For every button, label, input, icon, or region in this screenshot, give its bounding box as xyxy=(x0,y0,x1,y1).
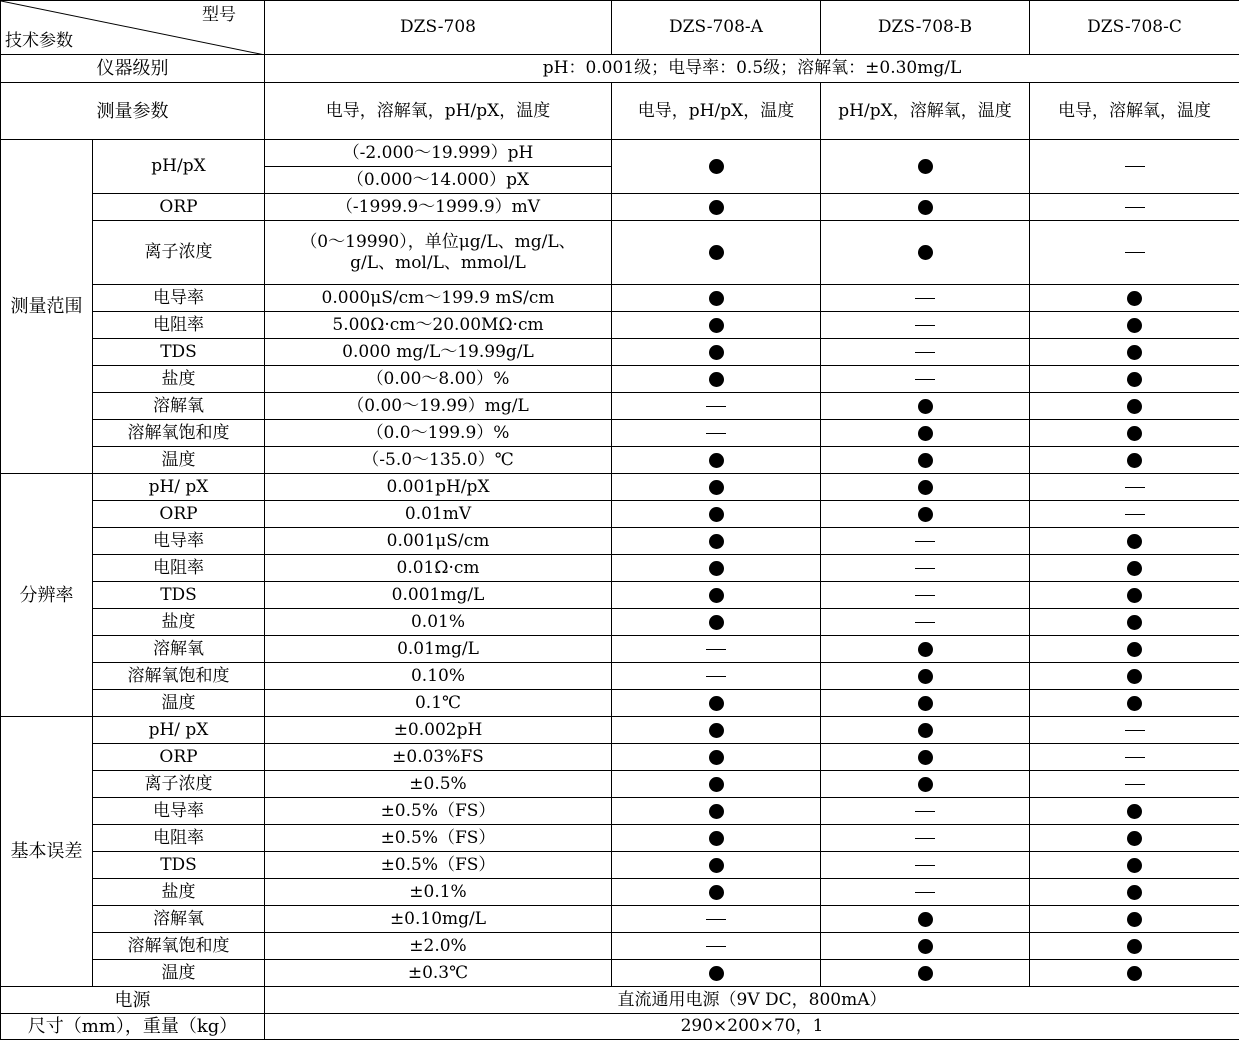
mark-cell-4 xyxy=(1030,663,1239,690)
mark-cell-4 xyxy=(1030,933,1239,960)
supported-dot-icon xyxy=(1127,453,1142,468)
supported-dot-icon xyxy=(709,804,724,819)
mark-cell-2 xyxy=(612,221,821,285)
mark-cell-3 xyxy=(821,393,1030,420)
unsupported-dash-icon xyxy=(1125,784,1145,785)
row-name: 溶解氧 xyxy=(93,636,265,663)
unsupported-dash-icon xyxy=(915,892,935,893)
unsupported-dash-icon xyxy=(915,541,935,542)
supported-dot-icon xyxy=(1127,885,1142,900)
mark-cell-2 xyxy=(612,285,821,312)
supported-dot-icon xyxy=(709,200,724,215)
mark-cell-2 xyxy=(612,744,821,771)
mark-cell-3 xyxy=(821,420,1030,447)
row-value: （-2.000～19.999）pH xyxy=(265,140,612,167)
mark-cell-4 xyxy=(1030,636,1239,663)
unsupported-dash-icon xyxy=(915,379,935,380)
row-value: 0.001μS/cm xyxy=(265,528,612,555)
grade-value: pH：0.001级；电导率：0.5级；溶解氧：±0.30mg/L xyxy=(265,55,1239,83)
mark-cell-2 xyxy=(612,528,821,555)
mark-cell-3 xyxy=(821,798,1030,825)
row-value: 0.01mV xyxy=(265,501,612,528)
supported-dot-icon xyxy=(1127,831,1142,846)
mark-cell-3 xyxy=(821,636,1030,663)
supported-dot-icon xyxy=(709,777,724,792)
mark-cell-2 xyxy=(612,609,821,636)
mark-cell-4 xyxy=(1030,609,1239,636)
mark-cell-2 xyxy=(612,194,821,221)
row-name: pH/ pX xyxy=(93,474,265,501)
table-row xyxy=(1,852,1239,879)
mark-cell-3 xyxy=(821,933,1030,960)
row-name: 盐度 xyxy=(93,366,265,393)
spec-table-body xyxy=(1,1,1239,1040)
mark-cell-4 xyxy=(1030,420,1239,447)
range-group-label: 测量范围 xyxy=(1,140,93,474)
mark-cell-4 xyxy=(1030,582,1239,609)
grade-row xyxy=(1,55,1239,83)
unsupported-dash-icon xyxy=(1125,207,1145,208)
row-value: 5.00Ω·cm～20.00MΩ·cm xyxy=(265,312,612,339)
supported-dot-icon xyxy=(1127,291,1142,306)
supported-dot-icon xyxy=(1127,534,1142,549)
table-row xyxy=(1,312,1239,339)
unsupported-dash-icon xyxy=(706,649,726,650)
supported-dot-icon xyxy=(1127,642,1142,657)
mark-cell-3 xyxy=(821,717,1030,744)
mark-cell-2 xyxy=(612,312,821,339)
row-name: 溶解氧饱和度 xyxy=(93,663,265,690)
mark-cell-4 xyxy=(1030,555,1239,582)
unsupported-dash-icon xyxy=(1125,757,1145,758)
table-row xyxy=(1,339,1239,366)
mark-cell-4 xyxy=(1030,474,1239,501)
mark-cell-2 xyxy=(612,555,821,582)
supported-dot-icon xyxy=(709,588,724,603)
param-label: 技术参数 xyxy=(5,31,73,51)
supported-dot-icon xyxy=(918,200,933,215)
mark-cell-4 xyxy=(1030,771,1239,798)
row-name: 溶解氧饱和度 xyxy=(93,420,265,447)
table-row xyxy=(1,447,1239,474)
row-value: （-5.0～135.0）℃ xyxy=(265,447,612,474)
mark-cell-3 xyxy=(821,663,1030,690)
params-label: 测量参数 xyxy=(1,83,265,140)
unsupported-dash-icon xyxy=(915,865,935,866)
supported-dot-icon xyxy=(709,318,724,333)
model-label: 型号 xyxy=(202,5,236,25)
row-value: 0.001pH/pX xyxy=(265,474,612,501)
mark-cell-2 xyxy=(612,879,821,906)
mark-cell-2 xyxy=(612,717,821,744)
params-value-1: 电导，溶解氧，pH/pX，温度 xyxy=(265,83,612,140)
mark-cell-2 xyxy=(612,393,821,420)
row-value: （0.00～19.99）mg/L xyxy=(265,393,612,420)
row-name: 盐度 xyxy=(93,609,265,636)
table-row xyxy=(1,474,1239,501)
row-name: TDS xyxy=(93,582,265,609)
supported-dot-icon xyxy=(918,453,933,468)
table-row xyxy=(1,194,1239,221)
mark-cell-2 xyxy=(612,140,821,194)
table-row xyxy=(1,744,1239,771)
row-value: 0.000 mg/L～19.99g/L xyxy=(265,339,612,366)
mark-cell-3 xyxy=(821,555,1030,582)
supported-dot-icon xyxy=(918,723,933,738)
mark-cell-3 xyxy=(821,852,1030,879)
supported-dot-icon xyxy=(918,245,933,260)
supported-dot-icon xyxy=(1127,696,1142,711)
supported-dot-icon xyxy=(1127,669,1142,684)
row-value: ±0.5%（FS） xyxy=(265,798,612,825)
mark-cell-2 xyxy=(612,339,821,366)
mark-cell-2 xyxy=(612,366,821,393)
unsupported-dash-icon xyxy=(915,352,935,353)
row-name: 电导率 xyxy=(93,798,265,825)
mark-cell-2 xyxy=(612,771,821,798)
mark-cell-2 xyxy=(612,582,821,609)
supported-dot-icon xyxy=(709,245,724,260)
params-value-4: 电导，溶解氧，温度 xyxy=(1030,83,1239,140)
mark-cell-2 xyxy=(612,825,821,852)
row-value: （0.000～14.000）pX xyxy=(265,167,612,194)
row-name: pH/ pX xyxy=(93,717,265,744)
table-row xyxy=(1,771,1239,798)
supported-dot-icon xyxy=(918,426,933,441)
supported-dot-icon xyxy=(1127,858,1142,873)
supported-dot-icon xyxy=(709,159,724,174)
mark-cell-2 xyxy=(612,474,821,501)
row-name: TDS xyxy=(93,852,265,879)
supported-dot-icon xyxy=(1127,912,1142,927)
supported-dot-icon xyxy=(918,750,933,765)
unsupported-dash-icon xyxy=(1125,252,1145,253)
table-row xyxy=(1,798,1239,825)
row-value: （-1999.9～1999.9）mV xyxy=(265,194,612,221)
unsupported-dash-icon xyxy=(915,325,935,326)
table-row xyxy=(1,825,1239,852)
row-value: 0.000μS/cm～199.9 mS/cm xyxy=(265,285,612,312)
mark-cell-3 xyxy=(821,528,1030,555)
model-header-3: DZS-708-B xyxy=(821,1,1030,55)
row-value: ±0.03%FS xyxy=(265,744,612,771)
mark-cell-4 xyxy=(1030,906,1239,933)
mark-cell-2 xyxy=(612,636,821,663)
row-name: TDS xyxy=(93,339,265,366)
table-row xyxy=(1,717,1239,744)
mark-cell-3 xyxy=(821,501,1030,528)
mark-cell-3 xyxy=(821,140,1030,194)
supported-dot-icon xyxy=(1127,939,1142,954)
supported-dot-icon xyxy=(1127,426,1142,441)
header-row xyxy=(1,1,1239,55)
mark-cell-4 xyxy=(1030,798,1239,825)
mark-cell-2 xyxy=(612,933,821,960)
supported-dot-icon xyxy=(918,507,933,522)
mark-cell-3 xyxy=(821,474,1030,501)
supported-dot-icon xyxy=(709,561,724,576)
mark-cell-2 xyxy=(612,663,821,690)
row-name: 离子浓度 xyxy=(93,771,265,798)
table-row xyxy=(1,636,1239,663)
mark-cell-4 xyxy=(1030,690,1239,717)
supported-dot-icon xyxy=(709,723,724,738)
supported-dot-icon xyxy=(709,831,724,846)
table-row xyxy=(1,420,1239,447)
model-header-1: DZS-708 xyxy=(265,1,612,55)
row-value: ±0.5%（FS） xyxy=(265,852,612,879)
mark-cell-3 xyxy=(821,690,1030,717)
unsupported-dash-icon xyxy=(1125,730,1145,731)
table-row xyxy=(1,528,1239,555)
power-label: 电源 xyxy=(1,987,265,1014)
supported-dot-icon xyxy=(918,966,933,981)
params-value-3: pH/pX，溶解氧，温度 xyxy=(821,83,1030,140)
mark-cell-4 xyxy=(1030,825,1239,852)
row-value xyxy=(265,221,612,285)
supported-dot-icon xyxy=(918,480,933,495)
supported-dot-icon xyxy=(709,858,724,873)
unsupported-dash-icon xyxy=(706,946,726,947)
mark-cell-3 xyxy=(821,582,1030,609)
unsupported-dash-icon xyxy=(915,568,935,569)
row-name: ORP xyxy=(93,501,265,528)
mark-cell-4 xyxy=(1030,879,1239,906)
unsupported-dash-icon xyxy=(706,919,726,920)
row-value: ±0.5% xyxy=(265,771,612,798)
supported-dot-icon xyxy=(1127,372,1142,387)
row-name: 温度 xyxy=(93,960,265,987)
mark-cell-4 xyxy=(1030,194,1239,221)
supported-dot-icon xyxy=(709,453,724,468)
supported-dot-icon xyxy=(709,345,724,360)
mark-cell-4 xyxy=(1030,744,1239,771)
row-name: 溶解氧饱和度 xyxy=(93,933,265,960)
mark-cell-4 xyxy=(1030,221,1239,285)
mark-cell-3 xyxy=(821,285,1030,312)
supported-dot-icon xyxy=(709,615,724,630)
mark-cell-4 xyxy=(1030,393,1239,420)
supported-dot-icon xyxy=(1127,804,1142,819)
row-value: （0.00～8.00）% xyxy=(265,366,612,393)
mark-cell-3 xyxy=(821,744,1030,771)
row-name: 温度 xyxy=(93,690,265,717)
table-row xyxy=(1,906,1239,933)
table-row xyxy=(1,140,1239,167)
model-header-4: DZS-708-C xyxy=(1030,1,1239,55)
table-row xyxy=(1,582,1239,609)
mark-cell-4 xyxy=(1030,717,1239,744)
mark-cell-3 xyxy=(821,447,1030,474)
supported-dot-icon xyxy=(709,534,724,549)
mark-cell-2 xyxy=(612,960,821,987)
supported-dot-icon xyxy=(709,372,724,387)
supported-dot-icon xyxy=(918,669,933,684)
mark-cell-2 xyxy=(612,420,821,447)
mark-cell-4 xyxy=(1030,339,1239,366)
supported-dot-icon xyxy=(1127,345,1142,360)
supported-dot-icon xyxy=(709,507,724,522)
table-row xyxy=(1,285,1239,312)
corner-cell xyxy=(1,1,265,55)
mark-cell-2 xyxy=(612,852,821,879)
mark-cell-3 xyxy=(821,194,1030,221)
row-name: 溶解氧 xyxy=(93,393,265,420)
mark-cell-3 xyxy=(821,906,1030,933)
error-group-label: 基本误差 xyxy=(1,717,93,987)
unsupported-dash-icon xyxy=(706,676,726,677)
row-value: 0.10% xyxy=(265,663,612,690)
unsupported-dash-icon xyxy=(1125,514,1145,515)
unsupported-dash-icon xyxy=(1125,487,1145,488)
row-name: 电导率 xyxy=(93,528,265,555)
supported-dot-icon xyxy=(918,912,933,927)
row-name: 温度 xyxy=(93,447,265,474)
mark-cell-4 xyxy=(1030,960,1239,987)
mark-cell-3 xyxy=(821,609,1030,636)
row-value: ±2.0% xyxy=(265,933,612,960)
supported-dot-icon xyxy=(1127,561,1142,576)
row-name: 电阻率 xyxy=(93,312,265,339)
unsupported-dash-icon xyxy=(706,433,726,434)
row-name: 溶解氧 xyxy=(93,906,265,933)
mark-cell-4 xyxy=(1030,140,1239,194)
model-header-2: DZS-708-A xyxy=(612,1,821,55)
row-value: ±0.002pH xyxy=(265,717,612,744)
row-value: （0.0～199.9）% xyxy=(265,420,612,447)
params-value-2: 电导，pH/pX，温度 xyxy=(612,83,821,140)
mark-cell-2 xyxy=(612,501,821,528)
row-name: 电阻率 xyxy=(93,825,265,852)
supported-dot-icon xyxy=(709,885,724,900)
size-row xyxy=(1,1014,1239,1040)
unsupported-dash-icon xyxy=(915,838,935,839)
supported-dot-icon xyxy=(709,291,724,306)
mark-cell-2 xyxy=(612,798,821,825)
size-value: 290×200×70，1 xyxy=(265,1014,1239,1040)
row-name: pH/pX xyxy=(93,140,265,194)
mark-cell-2 xyxy=(612,906,821,933)
table-row xyxy=(1,960,1239,987)
unsupported-dash-icon xyxy=(915,595,935,596)
supported-dot-icon xyxy=(918,696,933,711)
mark-cell-3 xyxy=(821,312,1030,339)
supported-dot-icon xyxy=(1127,615,1142,630)
table-row xyxy=(1,555,1239,582)
row-name: 电导率 xyxy=(93,285,265,312)
grade-label: 仪器级别 xyxy=(1,55,265,83)
row-value: 0.1℃ xyxy=(265,690,612,717)
table-row xyxy=(1,690,1239,717)
supported-dot-icon xyxy=(918,399,933,414)
resolution-group-label: 分辨率 xyxy=(1,474,93,717)
supported-dot-icon xyxy=(1127,588,1142,603)
table-row xyxy=(1,221,1239,285)
table-row xyxy=(1,501,1239,528)
mark-cell-4 xyxy=(1030,447,1239,474)
unsupported-dash-icon xyxy=(915,622,935,623)
supported-dot-icon xyxy=(1127,966,1142,981)
mark-cell-4 xyxy=(1030,852,1239,879)
unsupported-dash-icon xyxy=(915,811,935,812)
mark-cell-3 xyxy=(821,771,1030,798)
row-value-line: g/L、mol/L、mmol/L xyxy=(350,252,526,273)
supported-dot-icon xyxy=(1127,318,1142,333)
supported-dot-icon xyxy=(709,696,724,711)
table-row xyxy=(1,879,1239,906)
mark-cell-2 xyxy=(612,690,821,717)
row-value: 0.001mg/L xyxy=(265,582,612,609)
table-row xyxy=(1,366,1239,393)
mark-cell-3 xyxy=(821,339,1030,366)
supported-dot-icon xyxy=(709,750,724,765)
mark-cell-4 xyxy=(1030,285,1239,312)
supported-dot-icon xyxy=(709,966,724,981)
unsupported-dash-icon xyxy=(915,298,935,299)
mark-cell-4 xyxy=(1030,366,1239,393)
table-row xyxy=(1,933,1239,960)
supported-dot-icon xyxy=(918,159,933,174)
table-row xyxy=(1,609,1239,636)
mark-cell-3 xyxy=(821,221,1030,285)
table-row xyxy=(1,663,1239,690)
mark-cell-3 xyxy=(821,825,1030,852)
row-name: ORP xyxy=(93,194,265,221)
row-value: ±0.5%（FS） xyxy=(265,825,612,852)
unsupported-dash-icon xyxy=(1125,166,1145,167)
power-value: 直流通用电源（9V DC，800mA） xyxy=(265,987,1239,1014)
supported-dot-icon xyxy=(709,480,724,495)
mark-cell-3 xyxy=(821,366,1030,393)
supported-dot-icon xyxy=(1127,399,1142,414)
row-value-line: （0～19990），单位μg/L、mg/L、 xyxy=(300,231,576,252)
supported-dot-icon xyxy=(918,939,933,954)
row-name: 离子浓度 xyxy=(93,221,265,285)
row-value: ±0.3℃ xyxy=(265,960,612,987)
supported-dot-icon xyxy=(918,642,933,657)
row-value: 0.01mg/L xyxy=(265,636,612,663)
row-value: ±0.10mg/L xyxy=(265,906,612,933)
table-row xyxy=(1,393,1239,420)
row-value: 0.01Ω·cm xyxy=(265,555,612,582)
row-value: ±0.1% xyxy=(265,879,612,906)
unsupported-dash-icon xyxy=(706,406,726,407)
row-name: ORP xyxy=(93,744,265,771)
row-name: 电阻率 xyxy=(93,555,265,582)
size-label: 尺寸（mm），重量（kg） xyxy=(1,1014,265,1040)
params-row xyxy=(1,83,1239,140)
row-value: 0.01% xyxy=(265,609,612,636)
row-name: 盐度 xyxy=(93,879,265,906)
mark-cell-3 xyxy=(821,960,1030,987)
mark-cell-2 xyxy=(612,447,821,474)
mark-cell-4 xyxy=(1030,501,1239,528)
supported-dot-icon xyxy=(918,777,933,792)
mark-cell-3 xyxy=(821,879,1030,906)
mark-cell-4 xyxy=(1030,312,1239,339)
mark-cell-4 xyxy=(1030,528,1239,555)
power-row xyxy=(1,987,1239,1014)
